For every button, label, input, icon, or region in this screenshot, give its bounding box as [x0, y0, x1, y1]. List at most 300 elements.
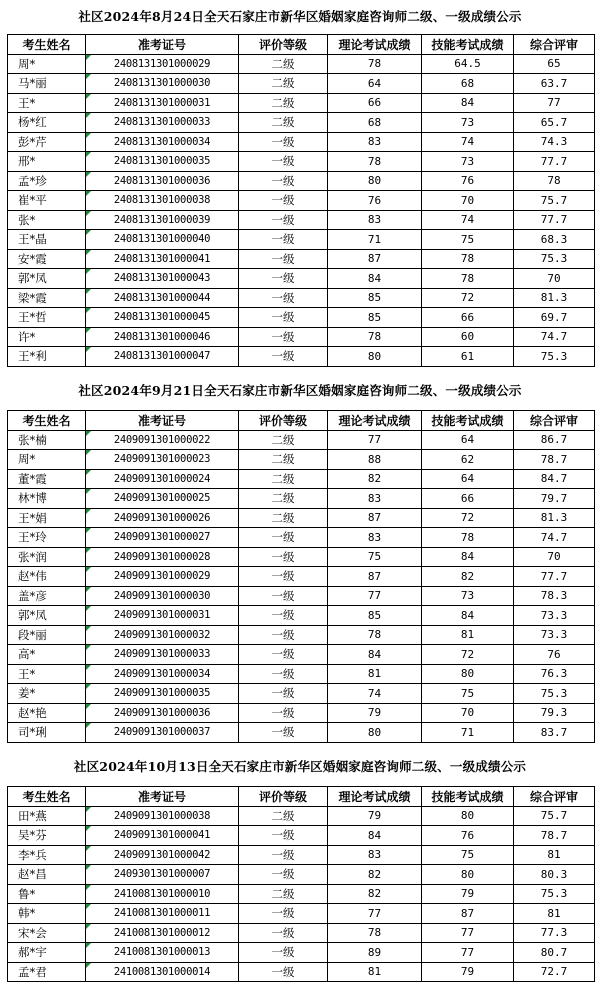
cell-skill-score: 66	[422, 489, 514, 509]
cell-theory-score: 83	[328, 845, 422, 865]
cell-grade-level: 二级	[239, 430, 328, 450]
cell-skill-score: 84	[422, 547, 514, 567]
table-row	[8, 723, 595, 743]
cell-candidate-name: 赵*伟	[8, 567, 86, 587]
cell-admission-number: 2408131301000035	[86, 152, 239, 172]
cell-admission-number: 2408131301000029	[86, 54, 239, 74]
cell-admission-number: 2409091301000035	[86, 684, 239, 704]
table-row	[8, 606, 595, 626]
cell-skill-score: 78	[422, 528, 514, 548]
cell-grade-level: 一级	[239, 171, 328, 191]
cell-theory-score: 85	[328, 288, 422, 308]
table-row	[8, 703, 595, 723]
cell-candidate-name: 王*利	[8, 347, 86, 367]
cell-overall-score: 80.7	[514, 943, 595, 963]
cell-skill-score: 64.5	[422, 54, 514, 74]
table-row	[8, 684, 595, 704]
cell-candidate-name: 许*	[8, 327, 86, 347]
table-row	[8, 210, 595, 230]
cell-overall-score: 73.3	[514, 625, 595, 645]
cell-overall-score: 70	[514, 547, 595, 567]
cell-skill-score: 70	[422, 191, 514, 211]
cell-theory-score: 82	[328, 884, 422, 904]
cell-grade-level: 二级	[239, 113, 328, 133]
cell-theory-score: 74	[328, 684, 422, 704]
column-header-skill-score: 技能考试成绩	[422, 35, 514, 55]
column-header-skill-score: 技能考试成绩	[422, 787, 514, 807]
cell-candidate-name: 司*琍	[8, 723, 86, 743]
table-row	[8, 288, 595, 308]
cell-admission-number: 2408131301000039	[86, 210, 239, 230]
cell-skill-score: 73	[422, 113, 514, 133]
cell-admission-number: 2409091301000024	[86, 469, 239, 489]
cell-admission-number: 2410081301000011	[86, 904, 239, 924]
cell-skill-score: 81	[422, 625, 514, 645]
cell-grade-level: 一级	[239, 664, 328, 684]
cell-overall-score: 78.3	[514, 586, 595, 606]
cell-admission-number: 2408131301000041	[86, 249, 239, 269]
cell-skill-score: 75	[422, 684, 514, 704]
column-header-theory-score: 理论考试成绩	[328, 35, 422, 55]
cell-theory-score: 85	[328, 308, 422, 328]
cell-skill-score: 74	[422, 132, 514, 152]
cell-grade-level: 二级	[239, 74, 328, 94]
cell-grade-level: 一级	[239, 826, 328, 846]
table-row	[8, 230, 595, 250]
column-header-admission-number: 准考证号	[86, 787, 239, 807]
cell-candidate-name: 郝*宇	[8, 943, 86, 963]
cell-overall-score: 84.7	[514, 469, 595, 489]
cell-overall-score: 77.7	[514, 152, 595, 172]
cell-skill-score: 80	[422, 865, 514, 885]
cell-skill-score: 76	[422, 826, 514, 846]
cell-overall-score: 63.7	[514, 74, 595, 94]
cell-overall-score: 65.7	[514, 113, 595, 133]
cell-admission-number: 2409091301000042	[86, 845, 239, 865]
cell-grade-level: 一级	[239, 269, 328, 289]
cell-theory-score: 64	[328, 74, 422, 94]
cell-overall-score: 81.3	[514, 508, 595, 528]
cell-theory-score: 78	[328, 152, 422, 172]
cell-candidate-name: 田*燕	[8, 806, 86, 826]
cell-candidate-name: 周*	[8, 54, 86, 74]
cell-grade-level: 一级	[239, 567, 328, 587]
cell-overall-score: 78.7	[514, 450, 595, 470]
cell-skill-score: 77	[422, 943, 514, 963]
cell-overall-score: 83.7	[514, 723, 595, 743]
cell-admission-number: 2408131301000047	[86, 347, 239, 367]
cell-overall-score: 75.3	[514, 884, 595, 904]
table-row	[8, 826, 595, 846]
cell-theory-score: 89	[328, 943, 422, 963]
cell-theory-score: 80	[328, 347, 422, 367]
cell-theory-score: 66	[328, 93, 422, 113]
table-row	[8, 308, 595, 328]
cell-admission-number: 2408131301000043	[86, 269, 239, 289]
cell-candidate-name: 赵*昌	[8, 865, 86, 885]
column-header-candidate-name: 考生姓名	[8, 787, 86, 807]
cell-candidate-name: 崔*平	[8, 191, 86, 211]
table-header-row	[8, 787, 595, 807]
column-header-admission-number: 准考证号	[86, 35, 239, 55]
table-row	[8, 74, 595, 94]
column-header-candidate-name: 考生姓名	[8, 411, 86, 431]
cell-candidate-name: 张*楠	[8, 430, 86, 450]
cell-grade-level: 一级	[239, 230, 328, 250]
cell-grade-level: 二级	[239, 93, 328, 113]
cell-admission-number: 2409091301000038	[86, 806, 239, 826]
table-row	[8, 93, 595, 113]
table-row	[8, 943, 595, 963]
cell-theory-score: 81	[328, 664, 422, 684]
cell-skill-score: 80	[422, 664, 514, 684]
cell-candidate-name: 梁*霞	[8, 288, 86, 308]
cell-skill-score: 77	[422, 923, 514, 943]
cell-admission-number: 2408131301000040	[86, 230, 239, 250]
cell-theory-score: 80	[328, 171, 422, 191]
cell-overall-score: 75.3	[514, 347, 595, 367]
cell-skill-score: 78	[422, 249, 514, 269]
table-row	[8, 664, 595, 684]
cell-skill-score: 79	[422, 962, 514, 982]
cell-admission-number: 2410081301000014	[86, 962, 239, 982]
cell-overall-score: 75.7	[514, 806, 595, 826]
column-header-candidate-name: 考生姓名	[8, 35, 86, 55]
cell-theory-score: 84	[328, 826, 422, 846]
cell-admission-number: 2409091301000030	[86, 586, 239, 606]
table-row	[8, 269, 595, 289]
cell-admission-number: 2408131301000031	[86, 93, 239, 113]
cell-grade-level: 一级	[239, 703, 328, 723]
cell-candidate-name: 李*兵	[8, 845, 86, 865]
table-row	[8, 923, 595, 943]
score-table	[7, 410, 595, 743]
table-row	[8, 347, 595, 367]
cell-candidate-name: 盖*彦	[8, 586, 86, 606]
cell-theory-score: 79	[328, 703, 422, 723]
cell-theory-score: 71	[328, 230, 422, 250]
table-row	[8, 191, 595, 211]
column-header-admission-number: 准考证号	[86, 411, 239, 431]
table-row	[8, 508, 595, 528]
column-header-overall-score: 综合评审	[514, 411, 595, 431]
table-row	[8, 547, 595, 567]
cell-admission-number: 2409091301000025	[86, 489, 239, 509]
cell-candidate-name: 吴*芬	[8, 826, 86, 846]
cell-overall-score: 77.7	[514, 210, 595, 230]
cell-grade-level: 二级	[239, 508, 328, 528]
column-header-skill-score: 技能考试成绩	[422, 411, 514, 431]
table-row	[8, 884, 595, 904]
table-row	[8, 489, 595, 509]
table-row	[8, 327, 595, 347]
cell-theory-score: 78	[328, 54, 422, 74]
cell-skill-score: 62	[422, 450, 514, 470]
cell-overall-score: 70	[514, 269, 595, 289]
cell-candidate-name: 段*丽	[8, 625, 86, 645]
table-row	[8, 962, 595, 982]
cell-grade-level: 一级	[239, 152, 328, 172]
table-header-row	[8, 35, 595, 55]
cell-theory-score: 77	[328, 430, 422, 450]
cell-admission-number: 2409091301000027	[86, 528, 239, 548]
cell-candidate-name: 郭*凤	[8, 269, 86, 289]
cell-candidate-name: 王*晶	[8, 230, 86, 250]
table-row	[8, 806, 595, 826]
cell-skill-score: 64	[422, 469, 514, 489]
cell-overall-score: 81.3	[514, 288, 595, 308]
cell-candidate-name: 宋*会	[8, 923, 86, 943]
column-header-grade-level: 评价等级	[239, 411, 328, 431]
cell-candidate-name: 王*	[8, 664, 86, 684]
cell-candidate-name: 林*博	[8, 489, 86, 509]
cell-skill-score: 68	[422, 74, 514, 94]
cell-skill-score: 75	[422, 230, 514, 250]
cell-skill-score: 80	[422, 806, 514, 826]
table-row	[8, 249, 595, 269]
cell-theory-score: 87	[328, 567, 422, 587]
column-header-theory-score: 理论考试成绩	[328, 411, 422, 431]
cell-admission-number: 2409091301000028	[86, 547, 239, 567]
cell-candidate-name: 姜*	[8, 684, 86, 704]
cell-skill-score: 87	[422, 904, 514, 924]
table-row	[8, 645, 595, 665]
cell-grade-level: 二级	[239, 450, 328, 470]
cell-grade-level: 一级	[239, 645, 328, 665]
cell-admission-number: 2409091301000031	[86, 606, 239, 626]
cell-theory-score: 79	[328, 806, 422, 826]
cell-overall-score: 76	[514, 645, 595, 665]
cell-skill-score: 73	[422, 152, 514, 172]
cell-candidate-name: 韩*	[8, 904, 86, 924]
table-header-row	[8, 411, 595, 431]
cell-skill-score: 84	[422, 93, 514, 113]
cell-candidate-name: 王*哲	[8, 308, 86, 328]
table-row	[8, 469, 595, 489]
cell-skill-score: 78	[422, 269, 514, 289]
column-header-theory-score: 理论考试成绩	[328, 787, 422, 807]
cell-overall-score: 69.7	[514, 308, 595, 328]
cell-skill-score: 79	[422, 884, 514, 904]
cell-admission-number: 2409091301000023	[86, 450, 239, 470]
cell-overall-score: 81	[514, 845, 595, 865]
cell-overall-score: 74.7	[514, 528, 595, 548]
cell-skill-score: 84	[422, 606, 514, 626]
cell-grade-level: 一级	[239, 845, 328, 865]
table-row	[8, 113, 595, 133]
cell-skill-score: 70	[422, 703, 514, 723]
cell-candidate-name: 王*	[8, 93, 86, 113]
cell-theory-score: 83	[328, 210, 422, 230]
cell-theory-score: 87	[328, 508, 422, 528]
cell-overall-score: 79.3	[514, 703, 595, 723]
section-title: 社区2024年10月13日全天石家庄市新华区婚姻家庭咨询师二级、一级成绩公示	[73, 759, 527, 774]
cell-theory-score: 82	[328, 469, 422, 489]
cell-admission-number: 2410081301000013	[86, 943, 239, 963]
cell-theory-score: 83	[328, 132, 422, 152]
cell-admission-number: 2408131301000038	[86, 191, 239, 211]
cell-admission-number: 2408131301000036	[86, 171, 239, 191]
cell-grade-level: 一级	[239, 923, 328, 943]
cell-skill-score: 72	[422, 508, 514, 528]
cell-admission-number: 2409091301000026	[86, 508, 239, 528]
column-header-grade-level: 评价等级	[239, 787, 328, 807]
cell-theory-score: 80	[328, 723, 422, 743]
table-row	[8, 845, 595, 865]
cell-theory-score: 85	[328, 606, 422, 626]
table-row	[8, 625, 595, 645]
score-table	[7, 34, 595, 367]
cell-skill-score: 72	[422, 288, 514, 308]
cell-grade-level: 一级	[239, 943, 328, 963]
cell-grade-level: 一级	[239, 625, 328, 645]
cell-theory-score: 83	[328, 489, 422, 509]
cell-overall-score: 65	[514, 54, 595, 74]
cell-grade-level: 一级	[239, 684, 328, 704]
cell-overall-score: 75.3	[514, 684, 595, 704]
table-row	[8, 904, 595, 924]
cell-overall-score: 79.7	[514, 489, 595, 509]
cell-admission-number: 2409301301000007	[86, 865, 239, 885]
table-row	[8, 567, 595, 587]
cell-grade-level: 一级	[239, 327, 328, 347]
cell-admission-number: 2409091301000034	[86, 664, 239, 684]
cell-grade-level: 一级	[239, 288, 328, 308]
cell-grade-level: 一级	[239, 308, 328, 328]
cell-grade-level: 二级	[239, 884, 328, 904]
cell-admission-number: 2408131301000045	[86, 308, 239, 328]
cell-candidate-name: 鲁*	[8, 884, 86, 904]
cell-theory-score: 76	[328, 191, 422, 211]
table-row	[8, 430, 595, 450]
cell-overall-score: 77.3	[514, 923, 595, 943]
cell-theory-score: 78	[328, 625, 422, 645]
cell-grade-level: 一级	[239, 904, 328, 924]
table-row	[8, 450, 595, 470]
cell-grade-level: 一级	[239, 347, 328, 367]
cell-grade-level: 一级	[239, 528, 328, 548]
cell-skill-score: 71	[422, 723, 514, 743]
cell-candidate-name: 孟*君	[8, 962, 86, 982]
cell-theory-score: 84	[328, 645, 422, 665]
cell-admission-number: 2409091301000033	[86, 645, 239, 665]
cell-admission-number: 2409091301000036	[86, 703, 239, 723]
cell-candidate-name: 王*娟	[8, 508, 86, 528]
cell-theory-score: 75	[328, 547, 422, 567]
cell-grade-level: 一级	[239, 962, 328, 982]
cell-theory-score: 88	[328, 450, 422, 470]
section-title: 社区2024年9月21日全天石家庄市新华区婚姻家庭咨询师二级、一级成绩公示	[78, 383, 522, 398]
cell-candidate-name: 马*丽	[8, 74, 86, 94]
table-row	[8, 171, 595, 191]
cell-overall-score: 80.3	[514, 865, 595, 885]
cell-overall-score: 78.7	[514, 826, 595, 846]
cell-grade-level: 二级	[239, 489, 328, 509]
cell-candidate-name: 张*	[8, 210, 86, 230]
cell-candidate-name: 安*霞	[8, 249, 86, 269]
cell-skill-score: 60	[422, 327, 514, 347]
cell-candidate-name: 张*润	[8, 547, 86, 567]
cell-admission-number: 2408131301000030	[86, 74, 239, 94]
cell-overall-score: 77.7	[514, 567, 595, 587]
column-header-overall-score: 综合评审	[514, 35, 595, 55]
cell-overall-score: 74.7	[514, 327, 595, 347]
cell-theory-score: 81	[328, 962, 422, 982]
cell-theory-score: 84	[328, 269, 422, 289]
cell-skill-score: 66	[422, 308, 514, 328]
cell-admission-number: 2408131301000033	[86, 113, 239, 133]
cell-skill-score: 73	[422, 586, 514, 606]
cell-admission-number: 2410081301000012	[86, 923, 239, 943]
cell-grade-level: 一级	[239, 865, 328, 885]
cell-theory-score: 83	[328, 528, 422, 548]
cell-candidate-name: 孟*珍	[8, 171, 86, 191]
cell-candidate-name: 彭*芹	[8, 132, 86, 152]
cell-admission-number: 2408131301000046	[86, 327, 239, 347]
cell-grade-level: 一级	[239, 586, 328, 606]
cell-grade-level: 二级	[239, 469, 328, 489]
column-header-grade-level: 评价等级	[239, 35, 328, 55]
table-row	[8, 865, 595, 885]
cell-skill-score: 61	[422, 347, 514, 367]
cell-grade-level: 一级	[239, 606, 328, 626]
cell-candidate-name: 高*	[8, 645, 86, 665]
cell-admission-number: 2409091301000029	[86, 567, 239, 587]
score-table	[7, 786, 595, 982]
cell-overall-score: 76.3	[514, 664, 595, 684]
cell-overall-score: 73.3	[514, 606, 595, 626]
cell-skill-score: 64	[422, 430, 514, 450]
cell-overall-score: 77	[514, 93, 595, 113]
cell-candidate-name: 邢*	[8, 152, 86, 172]
cell-admission-number: 2408131301000044	[86, 288, 239, 308]
cell-skill-score: 72	[422, 645, 514, 665]
cell-overall-score: 74.3	[514, 132, 595, 152]
section-title: 社区2024年8月24日全天石家庄市新华区婚姻家庭咨询师二级、一级成绩公示	[78, 9, 522, 24]
cell-skill-score: 75	[422, 845, 514, 865]
cell-candidate-name: 周*	[8, 450, 86, 470]
cell-grade-level: 一级	[239, 191, 328, 211]
cell-grade-level: 一级	[239, 132, 328, 152]
table-row	[8, 132, 595, 152]
cell-skill-score: 74	[422, 210, 514, 230]
cell-skill-score: 82	[422, 567, 514, 587]
cell-overall-score: 86.7	[514, 430, 595, 450]
cell-overall-score: 68.3	[514, 230, 595, 250]
cell-overall-score: 72.7	[514, 962, 595, 982]
cell-grade-level: 一级	[239, 210, 328, 230]
cell-admission-number: 2410081301000010	[86, 884, 239, 904]
cell-candidate-name: 赵*艳	[8, 703, 86, 723]
table-row	[8, 54, 595, 74]
cell-overall-score: 81	[514, 904, 595, 924]
cell-theory-score: 77	[328, 904, 422, 924]
cell-theory-score: 87	[328, 249, 422, 269]
cell-overall-score: 75.3	[514, 249, 595, 269]
column-header-overall-score: 综合评审	[514, 787, 595, 807]
cell-theory-score: 68	[328, 113, 422, 133]
cell-grade-level: 一级	[239, 547, 328, 567]
cell-grade-level: 二级	[239, 806, 328, 826]
cell-skill-score: 76	[422, 171, 514, 191]
cell-overall-score: 75.7	[514, 191, 595, 211]
cell-theory-score: 82	[328, 865, 422, 885]
cell-candidate-name: 郭*凤	[8, 606, 86, 626]
cell-theory-score: 78	[328, 923, 422, 943]
cell-theory-score: 78	[328, 327, 422, 347]
cell-candidate-name: 杨*红	[8, 113, 86, 133]
cell-admission-number: 2409091301000037	[86, 723, 239, 743]
